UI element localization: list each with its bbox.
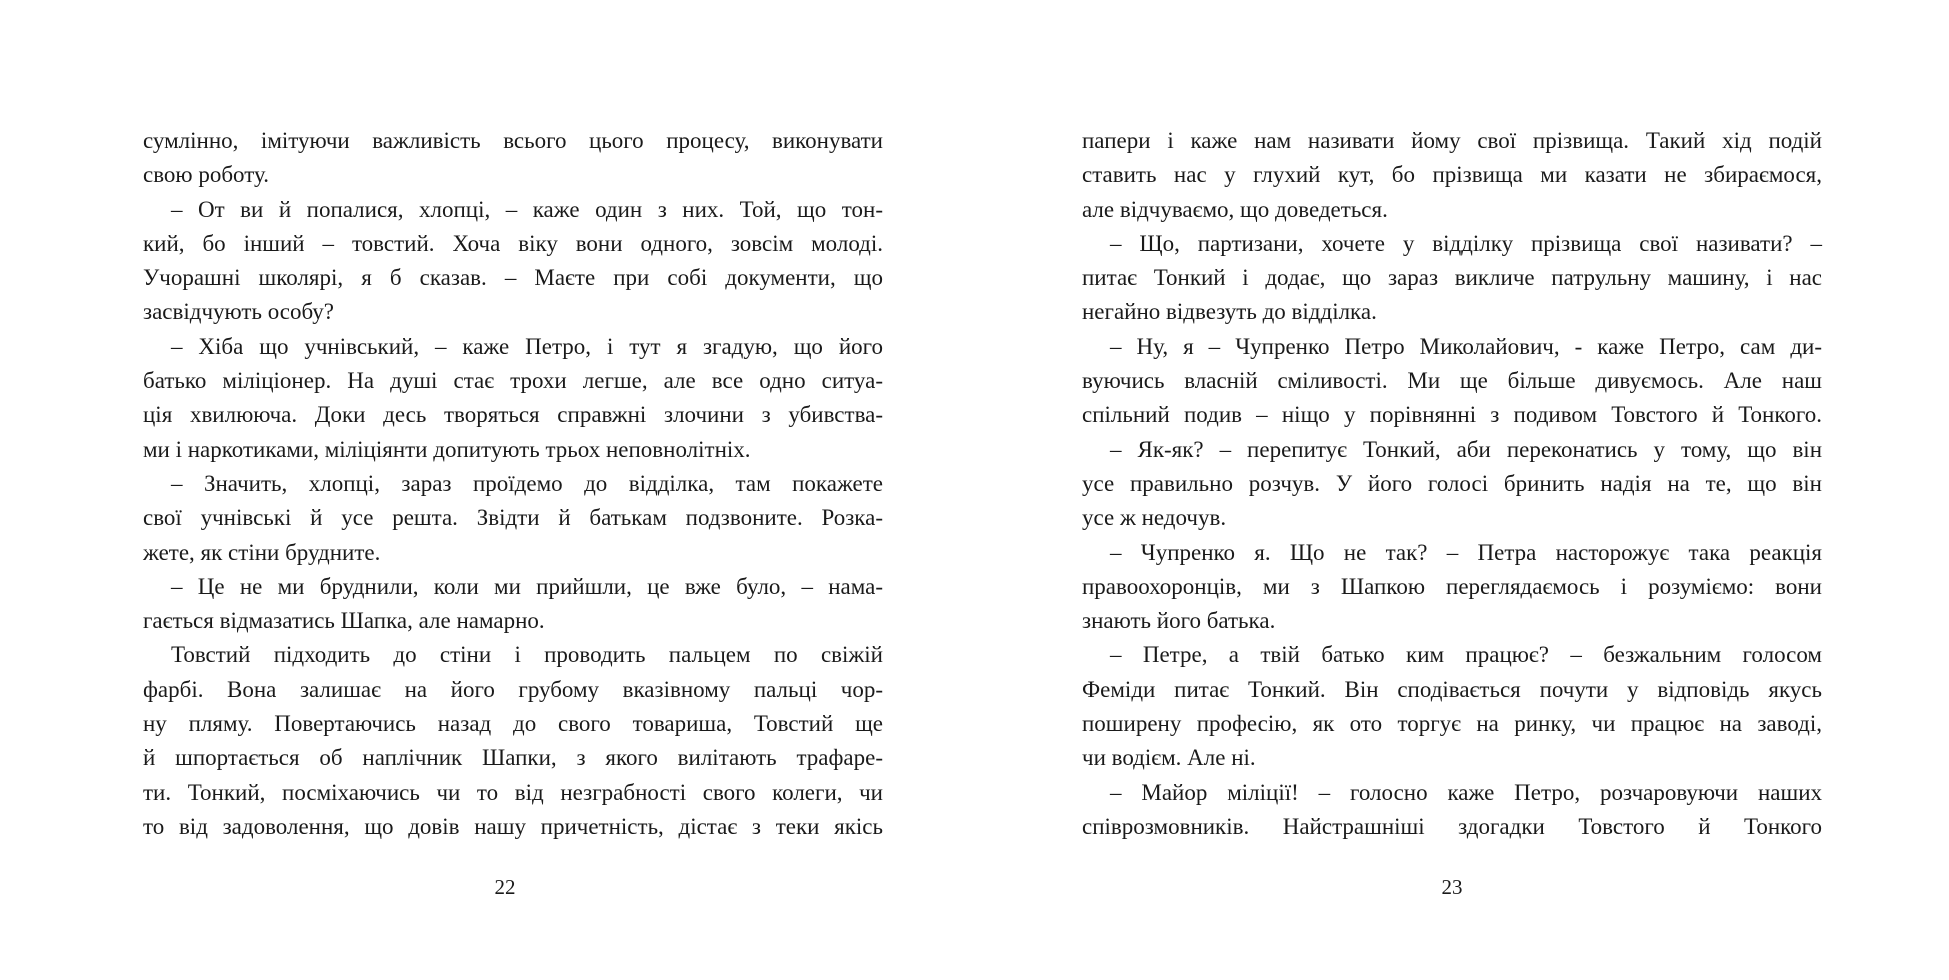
text-line: кий, бо інший – товстий. Хоча віку вони одного, зовсім молоді.: [143, 230, 883, 256]
text-line: Учорашні школярі, я б сказав. – Маєте при собі документи, що: [143, 265, 883, 291]
text-line: – Це не ми бруднили, коли ми прийшли, це вже було, – нама-: [171, 573, 883, 599]
text-line: то від задоволення, що довів нашу причетність, дістає з теки якісь: [143, 813, 883, 839]
text-line: жете, як стіни брудните.: [143, 539, 381, 565]
text-line: вуючись власній сміливості. Ми ще більше дивуємось. Але наш: [1082, 368, 1822, 394]
text-line: ція хвилююча. Доки десь творяться справжні злочини з убивства-: [143, 402, 883, 428]
text-line: правоохоронців, ми з Шапкою переглядаємось і розуміємо: вони: [1082, 573, 1822, 599]
text-line: – Хіба що учнівський, – каже Петро, і тут я згадую, що його: [171, 333, 883, 359]
text-line: свої учнівські й усе решта. Звідти й батькам подзвоните. Розка-: [143, 505, 883, 531]
text-line: ми і наркотиками, міліціянти допитують трьох неповнолітніх.: [143, 436, 751, 462]
text-line: свою роботу.: [143, 162, 269, 188]
text-line: фарбі. Вона залишає на його грубому вказівному пальці чор-: [143, 676, 883, 702]
right-page-text: [1082, 124, 1822, 844]
text-line: спільний подив – ніщо у порівнянні з подивом Товстого й Тонкого.: [1082, 402, 1822, 428]
text-line: усе правильно розчув. У його голосі бринить надія на те, що він: [1082, 470, 1822, 496]
text-line: усе ж недочув.: [1082, 505, 1227, 531]
text-line: засвідчують особу?: [143, 299, 335, 325]
text-line: сумлінно, імітуючи важливість всього цього процесу, виконувати: [143, 128, 883, 153]
text-line: знають його батька.: [1082, 608, 1276, 634]
text-line: негайно відвезуть до відділка.: [1082, 299, 1377, 325]
text-line: ставить нас у глухий кут, бо прізвища ми казати не збираємося,: [1082, 162, 1822, 188]
text-line: гається відмазатись Шапка, але намарно.: [143, 608, 545, 634]
text-line: й шпортається об наплічник Шапки, з якого вилітають трафаре-: [143, 745, 883, 771]
page-number-left: 22: [494, 875, 516, 899]
text-line: – Як-як? – перепитує Тонкий, аби переконатись у тому, що він: [1110, 436, 1822, 462]
text-line: Феміди питає Тонкий. Він сподівається почути у відповідь якусь: [1082, 676, 1822, 702]
text-line: поширену професію, як ото торгує на ринку, чи працює на заводі,: [1082, 711, 1822, 737]
text-line: – Значить, хлопці, зараз проїдемо до відділка, там покажете: [171, 470, 883, 496]
text-line: співрозмовників. Найстрашніші здогадки Товстого й Тонкого: [1082, 813, 1822, 839]
text-line: – От ви й попалися, хлопці, – каже один з них. Той, що тон-: [171, 196, 883, 222]
text-line: папери і каже нам називати йому свої прізвища. Такий хід подій: [1082, 128, 1822, 153]
text-line: чи водієм. Але ні.: [1082, 745, 1256, 771]
text-line: – Ну, я – Чупренко Петро Миколайович, - каже Петро, сам ди-: [1110, 333, 1822, 359]
left-page-text: [143, 124, 883, 844]
text-line: але відчуваємо, що доведеться.: [1082, 196, 1388, 222]
text-line: питає Тонкий і додає, що зараз викличе патрульну машину, і нас: [1082, 265, 1822, 291]
text-line: – Петре, а твій батько ким працює? – безжальним голосом: [1110, 642, 1822, 668]
page-number-right: 23: [1441, 875, 1463, 899]
text-line: – Що, партизани, хочете у відділку прізвища свої називати? –: [1110, 230, 1822, 256]
text-line: батько міліціонер. На душі стає трохи легше, але все одно ситуа-: [143, 368, 883, 394]
text-line: Товстий підходить до стіни і проводить пальцем по свіжій: [171, 642, 883, 668]
text-line: ну пляму. Повертаючись назад до свого товариша, Товстий ще: [143, 711, 883, 737]
text-line: – Майор міліції! – голосно каже Петро, розчаровуючи наших: [1110, 779, 1822, 805]
text-line: – Чупренко я. Що не так? – Петра насторожує така реакція: [1110, 539, 1822, 565]
text-line: ти. Тонкий, посміхаючись чи то від незграбності свого колеги, чи: [143, 779, 883, 805]
